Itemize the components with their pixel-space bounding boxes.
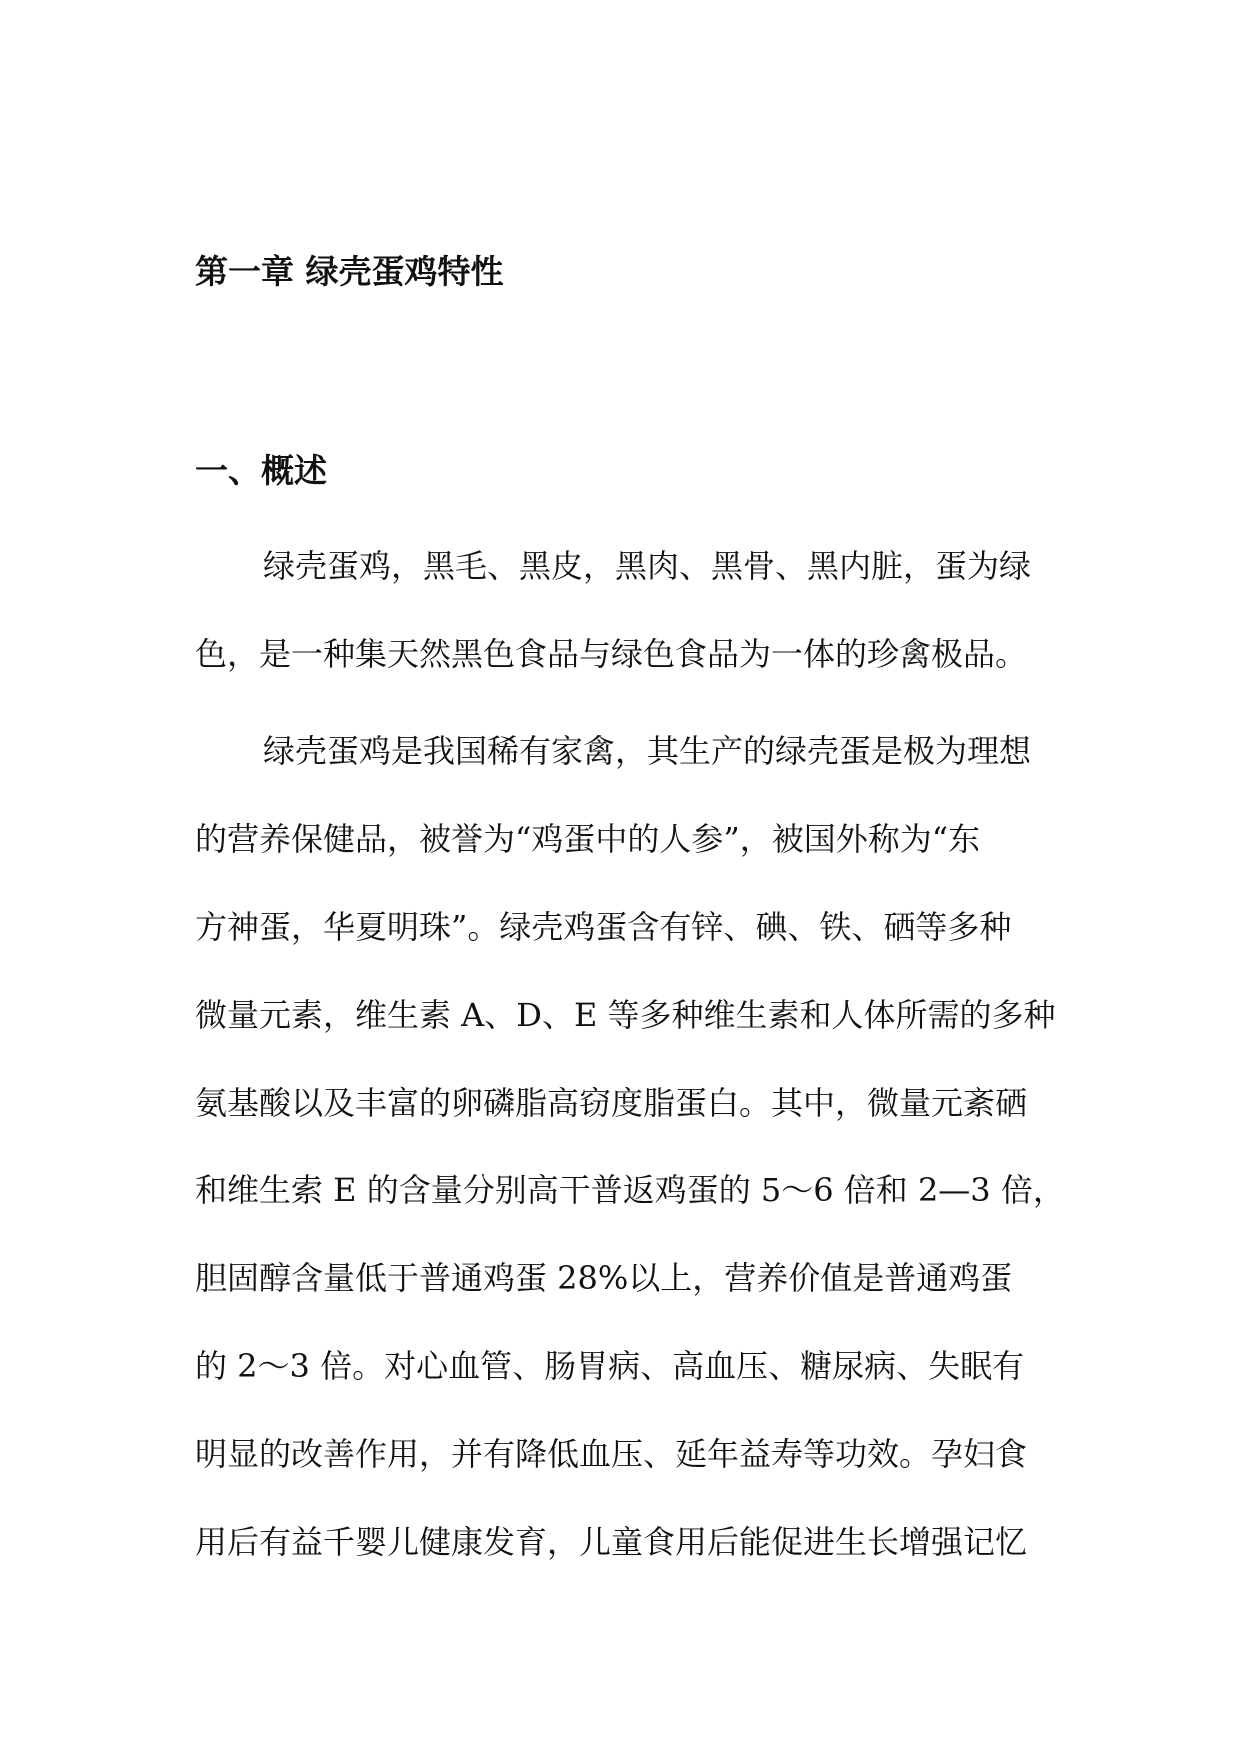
body-text-line: 明显的改善作用，并有降低血压、延年益寿等功效。孕妇食 <box>195 1435 1028 1473</box>
body-text-line: 的营养保健品，被誉为“鸡蛋中的人参”，被国外称为“东 <box>195 820 981 858</box>
body-text-line: 的 2～3 倍。对心血管、肠胃病、高血压、糖尿病、失眠有 <box>195 1347 1025 1385</box>
chapter-title: 第一章 绿壳蛋鸡特性 <box>195 252 504 291</box>
body-text-line: 胆固醇含量低于普通鸡蛋 28%以上，营养价值是普通鸡蛋 <box>195 1259 1013 1297</box>
body-text-line: 色，是一种集天然黑色食品与绿色食品为一体的珍禽极品。 <box>195 635 1028 673</box>
body-text-line: 和维生索 E 的含量分别高干普返鸡蛋的 5～6 倍和 2—3 倍， <box>195 1171 1065 1209</box>
section-heading: 一、概述 <box>195 451 327 490</box>
body-text-line: 氨基酸以及丰富的卵磷脂高窃度脂蛋白。其中，微量元紊硒 <box>195 1084 1028 1122</box>
body-text-line: 绿壳蛋鸡是我国稀有家禽，其生产的绿壳蛋是极为理想 <box>263 732 1032 770</box>
body-text-line: 微量元素，维生素 A、D、E 等多种维生素和人体所需的多种 <box>195 996 1056 1034</box>
body-text-line: 用后有益千婴儿健康发育，儿童食用后能促进生长增强记忆 <box>195 1523 1028 1561</box>
body-text-line: 方神蛋，华夏明珠”。绿壳鸡蛋含有锌、碘、铁、硒等多种 <box>195 908 1012 946</box>
body-text-line: 绿壳蛋鸡，黑毛、黑皮，黑肉、黑骨、黑内脏，蛋为绿 <box>263 547 1032 585</box>
